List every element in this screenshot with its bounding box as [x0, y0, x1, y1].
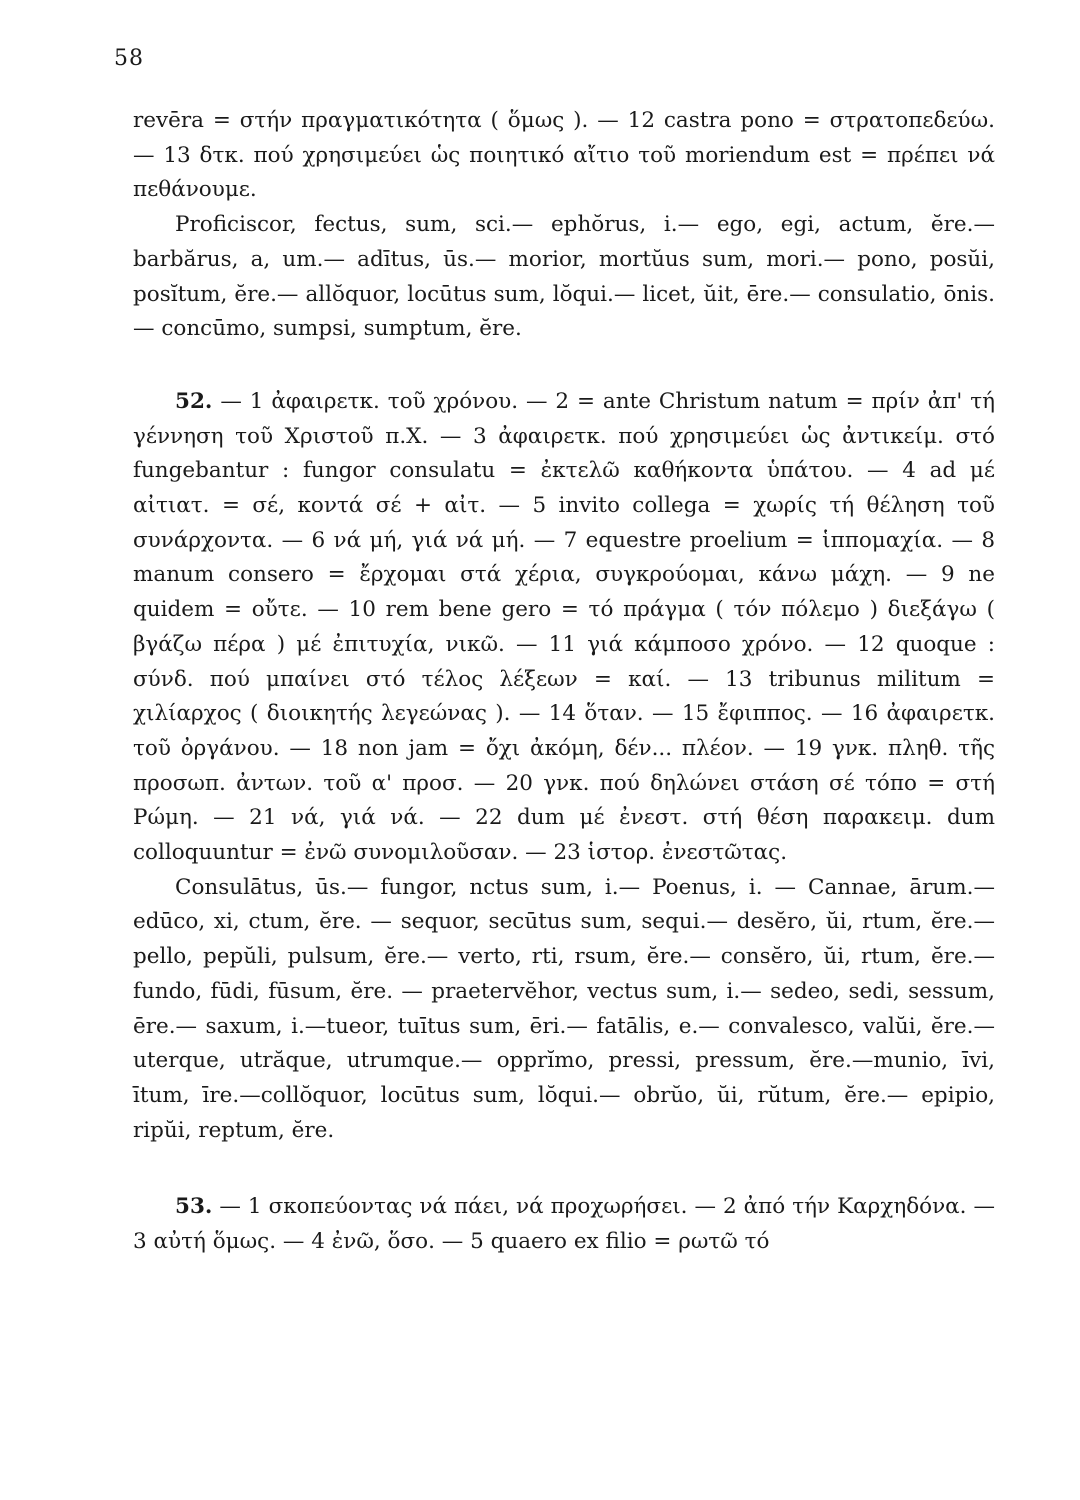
section-number: 52. [175, 388, 213, 414]
notes-paragraph-52 [133, 385, 995, 871]
paragraph-text: — 1 σκοπεύοντας νά πάει, νά προχωρήσει. — 2 ἀπό τήν Καρχηδόνα. — 3 αὐτή ὅμως. — 4 ἐνῶ, ὅσο. — 5 quaero ex filio = ρωτῶ τό [133, 1194, 995, 1255]
paragraph-text: Consulātus, ūs.— fungor, nctus sum, i.— Poenus, i. — Cannae, ārum.— edūco, xi, ctum, ĕre. — sequor, secūtus sum, sequi.— desĕro, ŭi, rtum, ĕre.— pello, pepŭli, pulsum, ĕre.— verto, rti, rsum, ĕre.— consĕro, ŭi, rtum, ĕre.— fundo, fūdi, fūsum, ĕre. — praetervĕhor, vectus sum, i.— sedeo, sedi, sessum, ēre.— saxum, i.—tueor, tuītus sum, ēri.— fatālis, e.— convalesco, valŭi, ĕre.— uterque, utrăque, utrumque.— opprĭmo, pressi, pressum, ĕre.—munio, īvi, ītum, īre.—collŏquor, locūtus sum, lŏqui.— obrŭo, ŭi, rŭtum, ĕre.— epipio, ripŭi, reptum, ĕre. [133, 874, 995, 1143]
vocabulary-paragraph-51 [133, 208, 995, 347]
paragraph-text: revēra = στήν πραγματικότητα ( ὅμως ). — 12 castra pono = στρατοπεδεύω. — 13 δτκ. πού χρησιμεύει ὡς ποιητικό αἴτιο τοῦ moriendum est = πρέπει νά πεθάνουμε. [133, 108, 995, 203]
text-body [133, 104, 995, 1260]
vocabulary-paragraph-52 [133, 871, 995, 1149]
section-number: 53. [175, 1194, 213, 1220]
notes-paragraph-51-end [133, 104, 995, 208]
paragraph-text: Proficiscor, fectus, sum, sci.— ephŏrus, i.— ego, egi, actum, ĕre.— barbărus, a, um.— adītus, ūs.— morior, mortŭus sum, mori.— pono, posŭi, posĭtum, ĕre.— allŏquor, locūtus sum, lŏqui.— licet, ŭit, ēre.— consulatio, ōnis.— concūmo, sumpsi, sumptum, ĕre. [133, 212, 995, 342]
notes-paragraph-53 [133, 1190, 995, 1259]
page-number: 58 [114, 46, 144, 71]
paragraph-text: — 1 ἀφαιρετκ. τοῦ χρόνου. — 2 = ante Christum natum = πρίν ἀπ' τή γέννηση τοῦ Χριστοῦ π.Χ. — 3 ἀφαιρετκ. πού χρησιμεύει ὡς ἀντικείμ. στό fungebantur : fungor consulatu = ἐκτελῶ καθήκοντα ὑπάτου. — 4 ad μέ αἰτιατ. = σέ, κοντά σέ + αἰτ. — 5 invito collega = χωρίς τή θέληση τοῦ συνάρχοντα. — 6 νά μή, γιά νά μή. — 7 equestre proelium = ἱππομαχία. — 8 manum consero = ἔρχομαι στά χέρια, συγκρούομαι, κάνω μάχη. — 9 ne quidem = οὔτε. — 10 rem bene gero = τό πράγμα ( τόν πόλεμο ) διεξάγω ( βγάζω πέρα ) μέ ἐπιτυχία, νικῶ. — 11 γιά κάμποσο χρόνο. — 12 quoque : σύνδ. πού μπαίνει στό τέλος λέξεων = καί. — 13 tribunus militum = χιλίαρχος ( διοικητής λεγεώνας ). — 14 ὅταν. — 15 ἔφιππος. — 16 ἀφαιρετκ. τοῦ ὀργάνου. — 18 non jam = ὄχι ἀκόμη, δέν... πλέον. — 19 γνκ. πληθ. τῆς προσωπ. ἀντων. τοῦ α' προσ. — 20 γνκ. πού δηλώνει στάση σέ τόπο = στή Ρώμη. — 21 νά, γιά νά. — 22 dum μέ ἐνεστ. στή θέση παρακειμ. dum colloquuntur = ἐνῶ συνομιλοῦσαν. — 23 ἱστορ. ἐνεστῶτας. [133, 388, 995, 866]
